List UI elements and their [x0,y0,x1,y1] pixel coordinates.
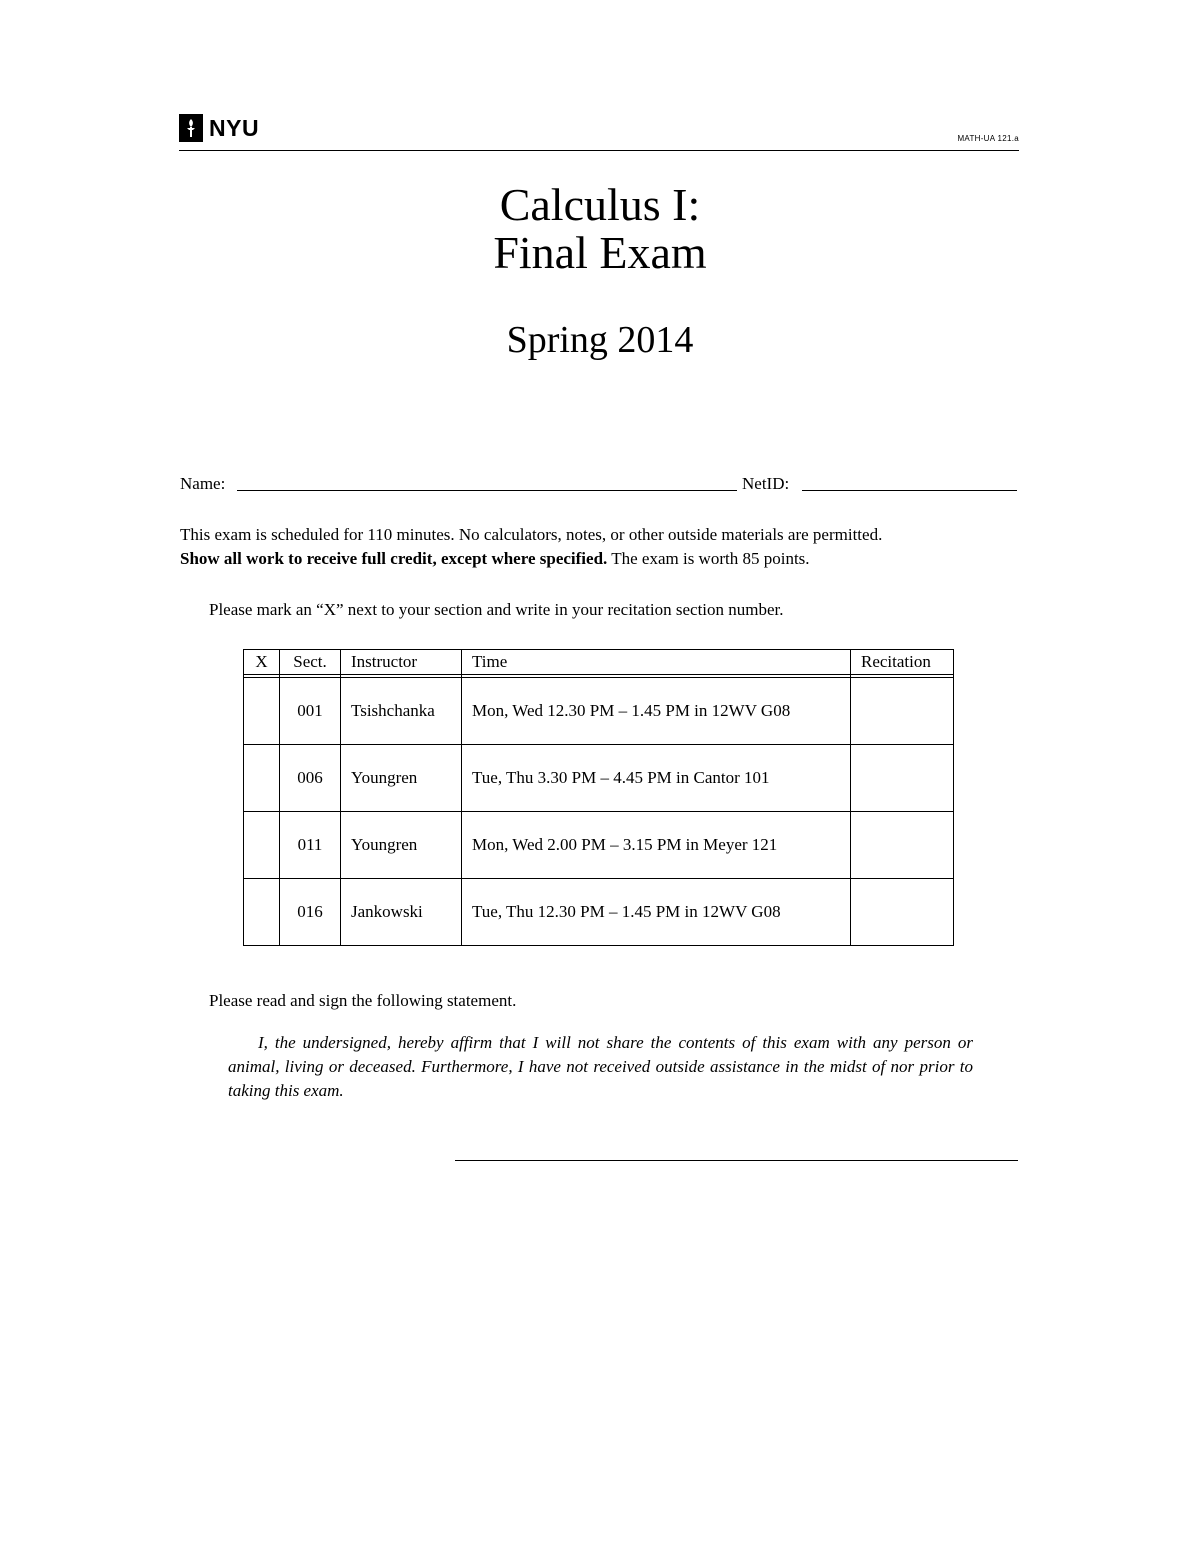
exam-title-line1: Calculus I: [499,179,701,230]
netid-label: NetID: [742,474,790,493]
instructor-name: Youngren [341,812,462,879]
table-row [244,879,954,946]
torch-icon [179,114,203,142]
header-sect: Sect. [280,650,341,675]
table-row [244,678,954,745]
nyu-logo [179,114,259,142]
name-field[interactable] [237,490,737,491]
table-row [244,745,954,812]
header-instructor: Instructor [341,650,462,675]
recitation-cell[interactable] [851,678,954,745]
exam-instructions [180,523,1020,571]
sections-table [243,649,954,946]
header-time: Time [462,650,851,675]
table-header-row [244,650,954,675]
recitation-cell[interactable] [851,879,954,946]
page-header [179,112,1019,151]
instructor-name: Tsishchanka [341,678,462,745]
recitation-cell[interactable] [851,812,954,879]
course-code: MATH-UA 121.a [957,134,1019,143]
section-mark-cell[interactable] [244,678,280,745]
section-time: Mon, Wed 12.30 PM – 1.45 PM in 12WV G08 [462,678,851,745]
section-time: Tue, Thu 3.30 PM – 4.45 PM in Cantor 101 [462,745,851,812]
logo-text: NYU [209,114,260,141]
header-x: X [244,650,280,675]
table-row [244,812,954,879]
instructor-name: Youngren [341,745,462,812]
name-label: Name: [180,474,226,493]
section-time: Tue, Thu 12.30 PM – 1.45 PM in 12WV G08 [462,879,851,946]
instructions-points: The exam is worth 85 points. [607,549,810,568]
section-prompt: Please mark an “X” next to your section and write in your recitation section number. [209,600,784,619]
section-number: 001 [280,678,341,745]
signature-line[interactable] [455,1160,1018,1161]
section-mark-cell[interactable] [244,879,280,946]
instructions-bold: Show all work to receive full credit, except where specified. [180,549,608,568]
exam-term: Spring 2014 [506,319,694,361]
exam-title-line2: Final Exam [493,227,707,278]
section-time: Mon, Wed 2.00 PM – 3.15 PM in Meyer 121 [462,812,851,879]
instructor-name: Jankowski [341,879,462,946]
recitation-cell[interactable] [851,745,954,812]
statement-prompt: Please read and sign the following statement. [209,991,517,1010]
header-recitation: Recitation [851,650,954,675]
section-number: 016 [280,879,341,946]
netid-field[interactable] [802,490,1017,491]
honor-pledge: I, the undersigned, hereby affirm that I will not share the contents of this exam with any person or animal, living or deceased. Furthermore, I have not received outside assistance in the midst of nor prior to taking this exam. [228,1033,973,1100]
section-number: 006 [280,745,341,812]
instructions-line1: This exam is scheduled for 110 minutes. No calculators, notes, or other outside materials are permitted. [180,525,883,544]
section-mark-cell[interactable] [244,812,280,879]
section-number: 011 [280,812,341,879]
section-mark-cell[interactable] [244,745,280,812]
